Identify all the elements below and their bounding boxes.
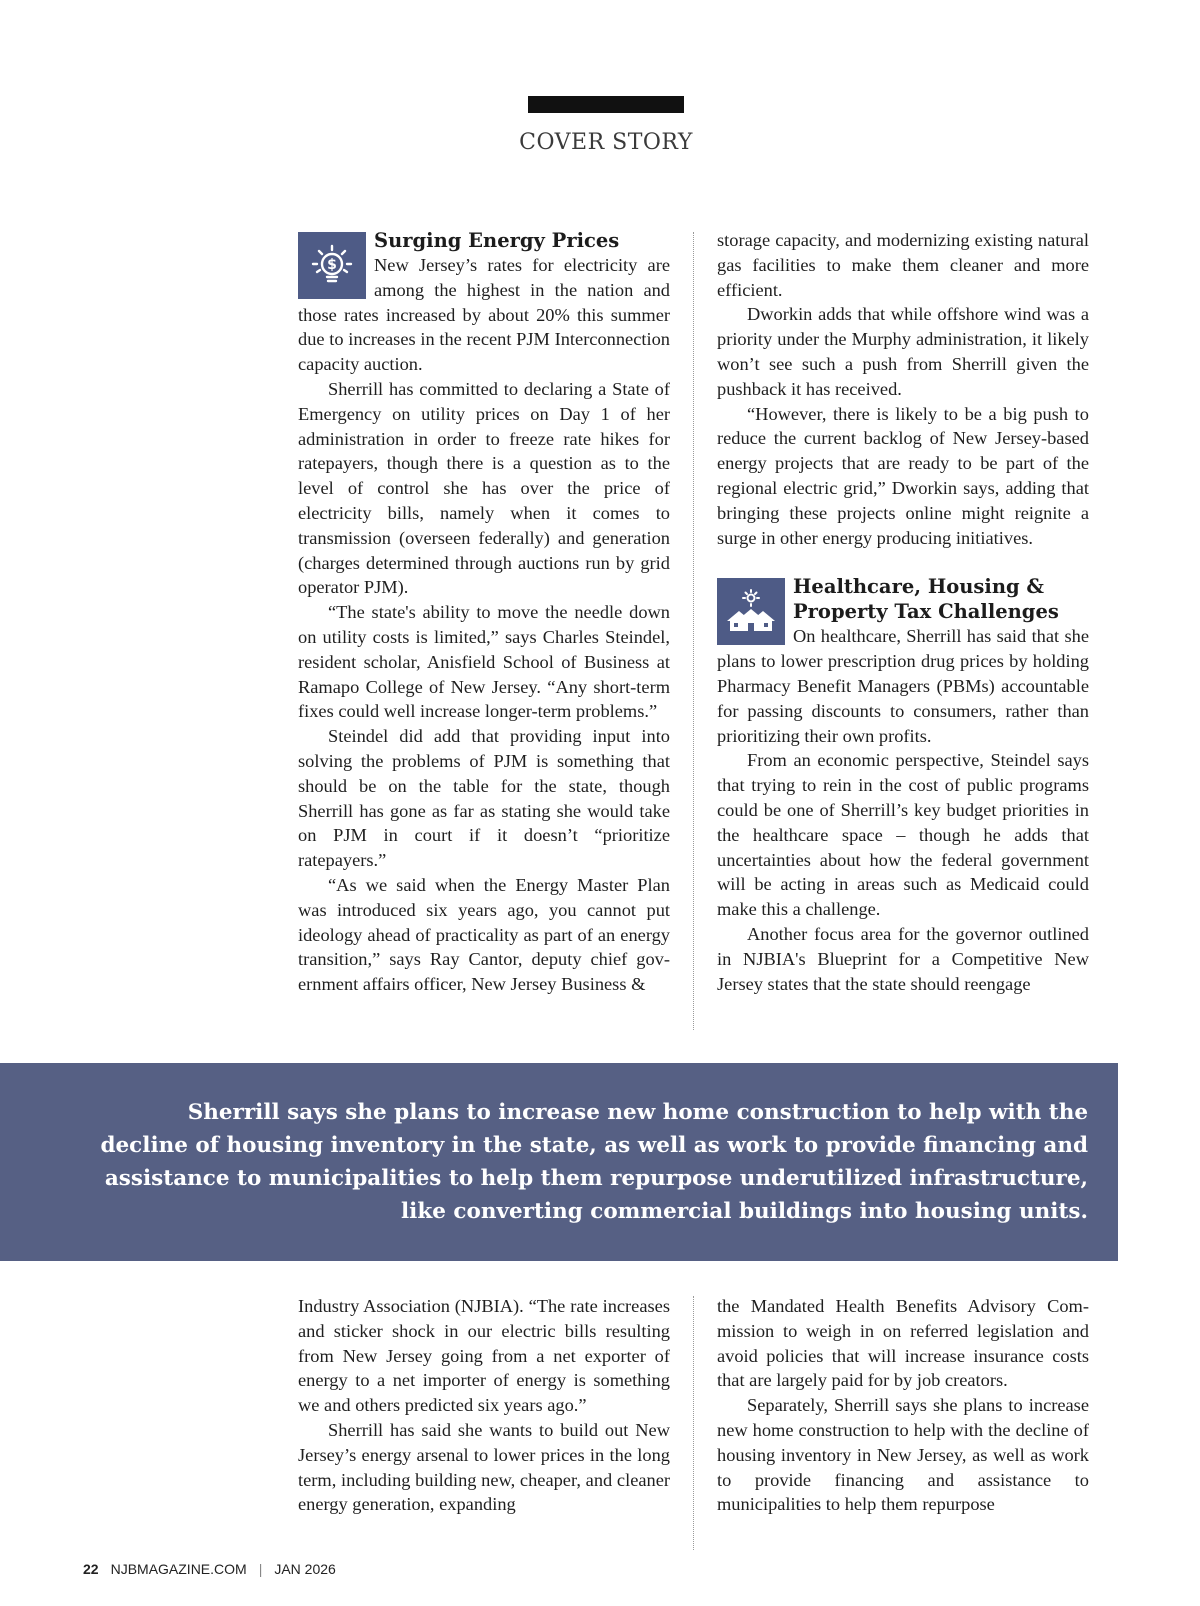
pull-quote-line: decline of housing inventory in the state, as well as work to provide financing and (100, 1133, 1088, 1158)
column-divider (693, 232, 694, 1030)
paragraph: Dworkin adds that while offshore wind was a priority under the Murphy administration, it likely won’t see such a push from Sherrill given the pushback it has received. (717, 304, 1089, 399)
page-number: 22 (83, 1561, 99, 1577)
pull-quote (0, 1063, 1118, 1261)
paragraph: “The state's ability to move the needle down on utility costs is limited,” says Charles Steindel, resident scholar, Anisfield School of Business at Ramapo College of New Jersey. “Any short-term fixes could well increase longer-term problems.” (298, 602, 670, 722)
paragraph: Steindel did add that providing input into solving the problems of PJM is something that should be on the table for the state, though Sherrill has gone as far as stating she would take on PJM in court if it doesn’t “prioritize ratepayers.” (298, 726, 670, 871)
lightbulb-dollar-icon (298, 232, 366, 299)
footer-separator: | (258, 1561, 263, 1577)
section-label: COVER STORY (519, 130, 693, 155)
paragraph: From an economic perspective, Steindel says that trying to rein in the cost of public programs could be one of Sherrill’s key budget priorities in the healthcare space – though he adds that uncertainties about how the federal government will be acting in areas such as Medicaid could make this a challenge. (717, 750, 1089, 920)
pull-quote-line: Sherrill says she plans to increase new home construction to help with the (187, 1100, 1088, 1125)
paragraph: Another focus area for the governor outlined in NJBIA's Blueprint for a Competitive New Jersey states that the state should reengage (717, 923, 1089, 994)
heading-energy: Surging Energy Prices (374, 229, 620, 252)
paragraph: On healthcare, Sherrill has said that she plans to lower prescription drug prices by holding Pharmacy Benefit Managers (PBMs) accountable for passing discounts to consumers, rather than prioritizing their own profits. (717, 626, 1089, 746)
paragraph: the Mandated Health Benefits Advisory Commission to weigh in on referred legislation and avoid policies that will increase insurance costs that are largely paid for by job creators. (717, 1296, 1089, 1391)
pull-quote-line: assistance to municipalities to help them repurpose underutilized infrastructure, (104, 1166, 1088, 1191)
column-divider (693, 1296, 694, 1550)
paragraph: “However, there is likely to be a big push to reduce the current backlog of New Jersey-based energy projects that are ready to be part of the regional electric grid,” Dworkin says, adding that bringing these projects online might reignite a surge in other energy producing initiatives. (717, 403, 1089, 548)
paragraph: Industry Association (NJBIA). “The rate increases and sticker shock in our electric bills resulting from New Jersey going from a net exporter of energy to a net importer of energy is something we and others predicted six years ago.” (298, 1296, 670, 1416)
paragraph: Sherrill has committed to declaring a State of Emergency on utility prices on Day 1 of her administration in order to freeze rate hikes for ratepayers, though there is a question as to the level of control she has over the price of electricity bills, namely when it comes to transmission (overseen federally) and generation (charges determined through auctions run by grid operator PJM). (298, 378, 670, 598)
column-1 (298, 228, 670, 997)
svg-text:$: $ (327, 256, 337, 273)
column-2 (717, 228, 1089, 996)
section-bar (528, 96, 684, 113)
page-footer (83, 1561, 336, 1577)
paragraph: Separately, Sherrill says she plans to increase new home construction to help with the decline of housing inventory in New Jersey, as well as work to provide financing and assistance to municipalities to help them repurpose (717, 1395, 1089, 1515)
column-4 (717, 1294, 1089, 1517)
column-3 (298, 1294, 670, 1517)
paragraph: New Jersey’s rates for electricity are among the highest in the nation and those rates increased by about 20% this summer due to increases in the recent PJM Interconnection capacity auction. (298, 255, 670, 375)
paragraph: storage capacity, and modernizing existing natural gas facilities to make them cleaner and more efficient. (717, 230, 1089, 300)
pull-quote-line: like converting commercial buildings into housing units. (401, 1199, 1088, 1224)
houses-sun-icon (717, 578, 785, 645)
heading-healthcare-line1: Healthcare, Housing & (793, 575, 1045, 599)
paragraph: Sherrill has said she wants to build out New Jersey’s energy arsenal to lower prices in the long term, including building new, cheaper, and cleaner energy generation, expanding (298, 1419, 670, 1515)
footer-site: NJBMAGAZINE.COM (110, 1561, 247, 1577)
paragraph: “As we said when the Energy Master Plan was introduced six years ago, you cannot put ideology ahead of practicality as part of an energy transition,” says Ray Cantor, deputy chief government affairs officer, New Jersey Business & (298, 874, 670, 995)
footer-issue: JAN 2026 (274, 1561, 336, 1577)
heading-healthcare-line2: Property Tax Challenges (793, 600, 1059, 624)
